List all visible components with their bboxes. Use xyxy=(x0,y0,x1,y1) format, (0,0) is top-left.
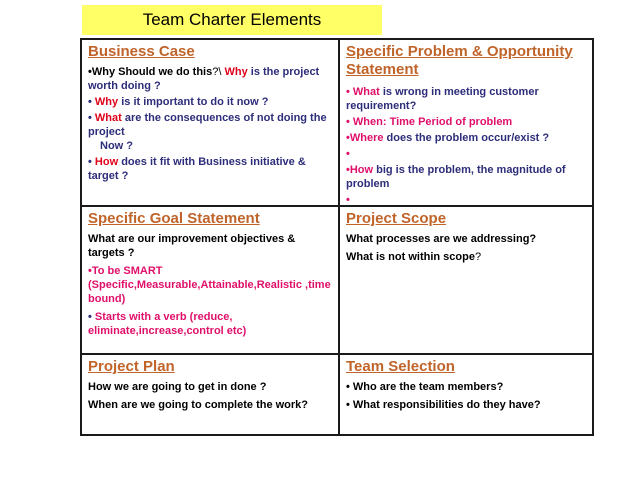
business-case-heading: Business Case xyxy=(88,43,195,60)
business-case-line: • Why is it important to do it now ? xyxy=(88,96,269,108)
plan-line: How we are going to get in done ? xyxy=(88,381,267,393)
project-scope-cell xyxy=(340,207,594,353)
problem-line: •Where does the problem occur/exist ? xyxy=(346,132,550,144)
problem-line: • xyxy=(346,148,350,160)
project-scope-heading: Project Scope xyxy=(346,210,447,227)
team-line: • What responsibilities do they have? xyxy=(346,399,541,411)
problem-line: • When: Time Period of problem xyxy=(346,116,513,128)
problem-statement-cell xyxy=(340,40,594,205)
plan-line: When are we going to complete the work? xyxy=(88,399,309,411)
goal-line: What are our improvement objectives & targets ? xyxy=(88,233,296,259)
business-case-line: • How does it fit with Business initiative & target ? xyxy=(88,156,306,182)
scope-line: What processes are we addressing? xyxy=(346,233,537,245)
business-case-line: Now ? xyxy=(100,140,133,152)
project-plan-heading: Project Plan xyxy=(88,358,175,375)
business-case-line: •Why Should we do this?\ Why is the project worth doing ? xyxy=(88,66,320,92)
page-title: Team Charter Elements xyxy=(82,5,382,35)
problem-line: • xyxy=(346,194,350,205)
problem-statement-heading: Specific Problem & Opportunity Statement xyxy=(346,43,573,78)
goal-statement-cell xyxy=(82,207,338,353)
goal-line: •To be SMART (Specific,Measurable,Attainable,Realistic ,time bound) xyxy=(88,265,331,305)
goal-statement-heading: Specific Goal Statement xyxy=(88,210,260,227)
problem-line: • What is wrong in meeting customer requirement? xyxy=(346,86,539,112)
problem-line: •How big is the problem, the magnitude of problem xyxy=(346,164,566,190)
team-line: • Who are the team members? xyxy=(346,381,504,393)
charter-table xyxy=(80,38,594,436)
business-case-line: • What are the consequences of not doing the project xyxy=(88,112,327,138)
scope-line: What is not within scope? xyxy=(346,251,482,263)
team-selection-heading: Team Selection xyxy=(346,358,455,375)
project-plan-cell xyxy=(82,355,338,436)
goal-line: • Starts with a verb (reduce, eliminate,increase,control etc) xyxy=(88,311,247,337)
business-case-cell xyxy=(82,40,338,205)
team-selection-cell xyxy=(340,355,594,436)
